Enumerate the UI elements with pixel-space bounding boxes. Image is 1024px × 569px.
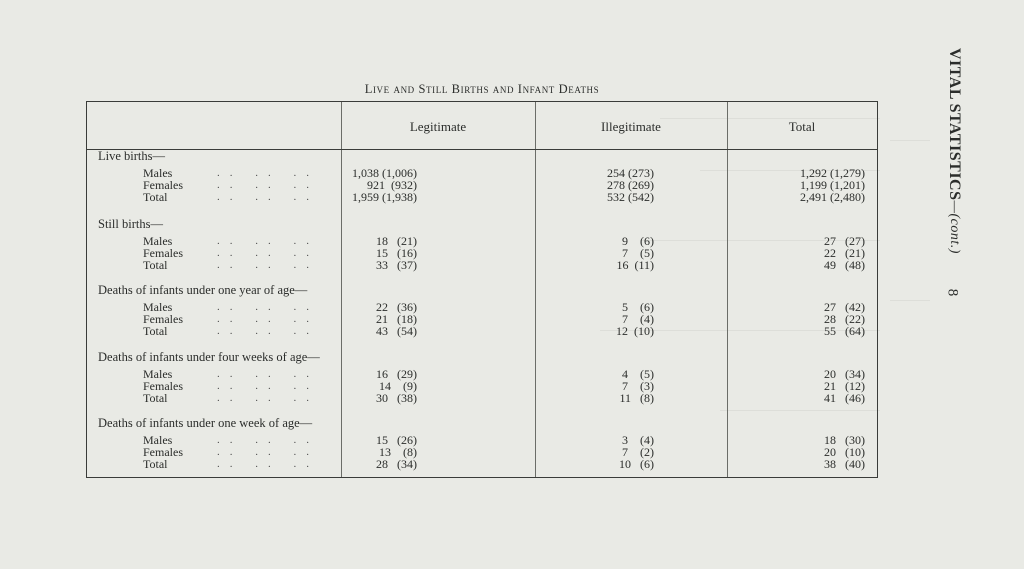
table-row bbox=[87, 259, 877, 271]
page-number: 8 bbox=[944, 288, 961, 297]
running-title bbox=[943, 48, 963, 328]
total-value: 28 (22) bbox=[824, 312, 865, 326]
table-row bbox=[87, 235, 877, 247]
legitimate-value: 28 (34) bbox=[376, 457, 417, 471]
legitimate-value: 13 (8) bbox=[379, 445, 417, 459]
table-caption: Live and Still Births and Infant Deaths bbox=[364, 82, 600, 96]
table-row bbox=[87, 325, 877, 337]
total-value: 21 (12) bbox=[824, 379, 865, 393]
column-header-total: Total bbox=[788, 119, 816, 134]
legitimate-value: 15 (16) bbox=[376, 246, 417, 260]
total-value: 1,292 (1,279) bbox=[800, 166, 865, 180]
total-value: 41 (46) bbox=[824, 391, 865, 405]
row-label: Males bbox=[143, 234, 173, 248]
legitimate-value: 14 (9) bbox=[379, 379, 417, 393]
column-divider bbox=[535, 102, 536, 477]
row-label: Females bbox=[143, 178, 183, 192]
legitimate-value: 1,038 (1,006) bbox=[352, 166, 417, 180]
table-row bbox=[87, 458, 877, 470]
leader-dots: .. .. .. bbox=[217, 392, 319, 404]
running-title-text: VITAL STATISTICS bbox=[946, 48, 963, 201]
header-rule bbox=[87, 149, 877, 150]
total-value: 22 (21) bbox=[824, 246, 865, 260]
illegitimate-value: 7 (2) bbox=[622, 445, 654, 459]
running-title-suffix: —(cont.) bbox=[947, 200, 962, 254]
row-label: Females bbox=[143, 379, 183, 393]
leader-dots: .. .. .. bbox=[217, 235, 319, 247]
illegitimate-value: 7 (4) bbox=[622, 312, 654, 326]
illegitimate-value: 10 (6) bbox=[619, 457, 654, 471]
leader-dots: .. .. .. bbox=[217, 179, 319, 191]
legitimate-value: 15 (26) bbox=[376, 433, 417, 447]
illegitimate-value: 7 (3) bbox=[622, 379, 654, 393]
total-value: 38 (40) bbox=[824, 457, 865, 471]
leader-dots: .. .. .. bbox=[217, 301, 319, 313]
leader-dots: .. .. .. bbox=[217, 434, 319, 446]
row-label: Total bbox=[143, 324, 168, 338]
column-header-illegitimate: Illegitimate bbox=[601, 119, 661, 134]
illegitimate-value: 4 (5) bbox=[622, 367, 654, 381]
leader-dots: .. .. .. bbox=[217, 380, 319, 392]
illegitimate-value: 11 (8) bbox=[619, 391, 654, 405]
table-row bbox=[87, 392, 877, 404]
total-value: 1,199 (1,201) bbox=[800, 178, 865, 192]
table-row bbox=[87, 446, 877, 458]
section-title: Still births— bbox=[98, 217, 163, 231]
row-label: Males bbox=[143, 300, 173, 314]
illegitimate-value: 9 (6) bbox=[622, 234, 654, 248]
row-label: Males bbox=[143, 433, 173, 447]
table-row bbox=[87, 191, 877, 203]
column-header-legitimate: Legitimate bbox=[409, 119, 467, 134]
row-label: Females bbox=[143, 246, 183, 260]
total-value: 18 (30) bbox=[824, 433, 865, 447]
total-value: 20 (10) bbox=[824, 445, 865, 459]
table-row bbox=[87, 247, 877, 259]
legitimate-value: 21 (18) bbox=[376, 312, 417, 326]
column-divider bbox=[727, 102, 728, 477]
section-title: Deaths of infants under one year of age— bbox=[98, 283, 308, 297]
statistics-table bbox=[86, 101, 878, 478]
leader-dots: .. .. .. bbox=[217, 458, 319, 470]
row-label: Males bbox=[143, 367, 173, 381]
illegitimate-value: 254 (273) bbox=[607, 166, 654, 180]
leader-dots: .. .. .. bbox=[217, 446, 319, 458]
table-row bbox=[87, 313, 877, 325]
illegitimate-value: 278 (269) bbox=[607, 178, 654, 192]
illegitimate-value: 5 (6) bbox=[622, 300, 654, 314]
illegitimate-value: 532 (542) bbox=[607, 190, 654, 204]
table-row bbox=[87, 179, 877, 191]
row-label: Total bbox=[143, 457, 168, 471]
total-value: 49 (48) bbox=[824, 258, 865, 272]
leader-dots: .. .. .. bbox=[217, 167, 319, 179]
column-divider bbox=[341, 102, 342, 477]
total-value: 27 (42) bbox=[824, 300, 865, 314]
total-value: 20 (34) bbox=[824, 367, 865, 381]
legitimate-value: 30 (38) bbox=[376, 391, 417, 405]
leader-dots: .. .. .. bbox=[217, 368, 319, 380]
section-title: Deaths of infants under one week of age— bbox=[98, 416, 313, 430]
leader-dots: .. .. .. bbox=[217, 247, 319, 259]
illegitimate-value: 3 (4) bbox=[622, 433, 654, 447]
illegitimate-value: 12 (10) bbox=[616, 324, 654, 338]
legitimate-value: 1,959 (1,938) bbox=[352, 190, 417, 204]
table-row bbox=[87, 380, 877, 392]
legitimate-value: 22 (36) bbox=[376, 300, 417, 314]
row-label: Total bbox=[143, 391, 168, 405]
row-label: Total bbox=[143, 258, 168, 272]
illegitimate-value: 16 (11) bbox=[616, 258, 654, 272]
legitimate-value: 18 (21) bbox=[376, 234, 417, 248]
total-value: 55 (64) bbox=[824, 324, 865, 338]
leader-dots: .. .. .. bbox=[217, 259, 319, 271]
row-label: Total bbox=[143, 190, 168, 204]
legitimate-value: 43 (54) bbox=[376, 324, 417, 338]
legitimate-value: 16 (29) bbox=[376, 367, 417, 381]
row-label: Males bbox=[143, 166, 173, 180]
table-row bbox=[87, 301, 877, 313]
row-label: Females bbox=[143, 312, 183, 326]
legitimate-value: 33 (37) bbox=[376, 258, 417, 272]
table-row bbox=[87, 434, 877, 446]
row-label: Females bbox=[143, 445, 183, 459]
illegitimate-value: 7 (5) bbox=[622, 246, 654, 260]
total-value: 2,491 (2,480) bbox=[800, 190, 865, 204]
legitimate-value: 921 (932) bbox=[367, 178, 417, 192]
leader-dots: .. .. .. bbox=[217, 313, 319, 325]
leader-dots: .. .. .. bbox=[217, 191, 319, 203]
leader-dots: .. .. .. bbox=[217, 325, 319, 337]
table-row bbox=[87, 368, 877, 380]
total-value: 27 (27) bbox=[824, 234, 865, 248]
table-row bbox=[87, 167, 877, 179]
section-title: Live births— bbox=[98, 149, 166, 163]
section-title: Deaths of infants under four weeks of age— bbox=[98, 350, 320, 364]
